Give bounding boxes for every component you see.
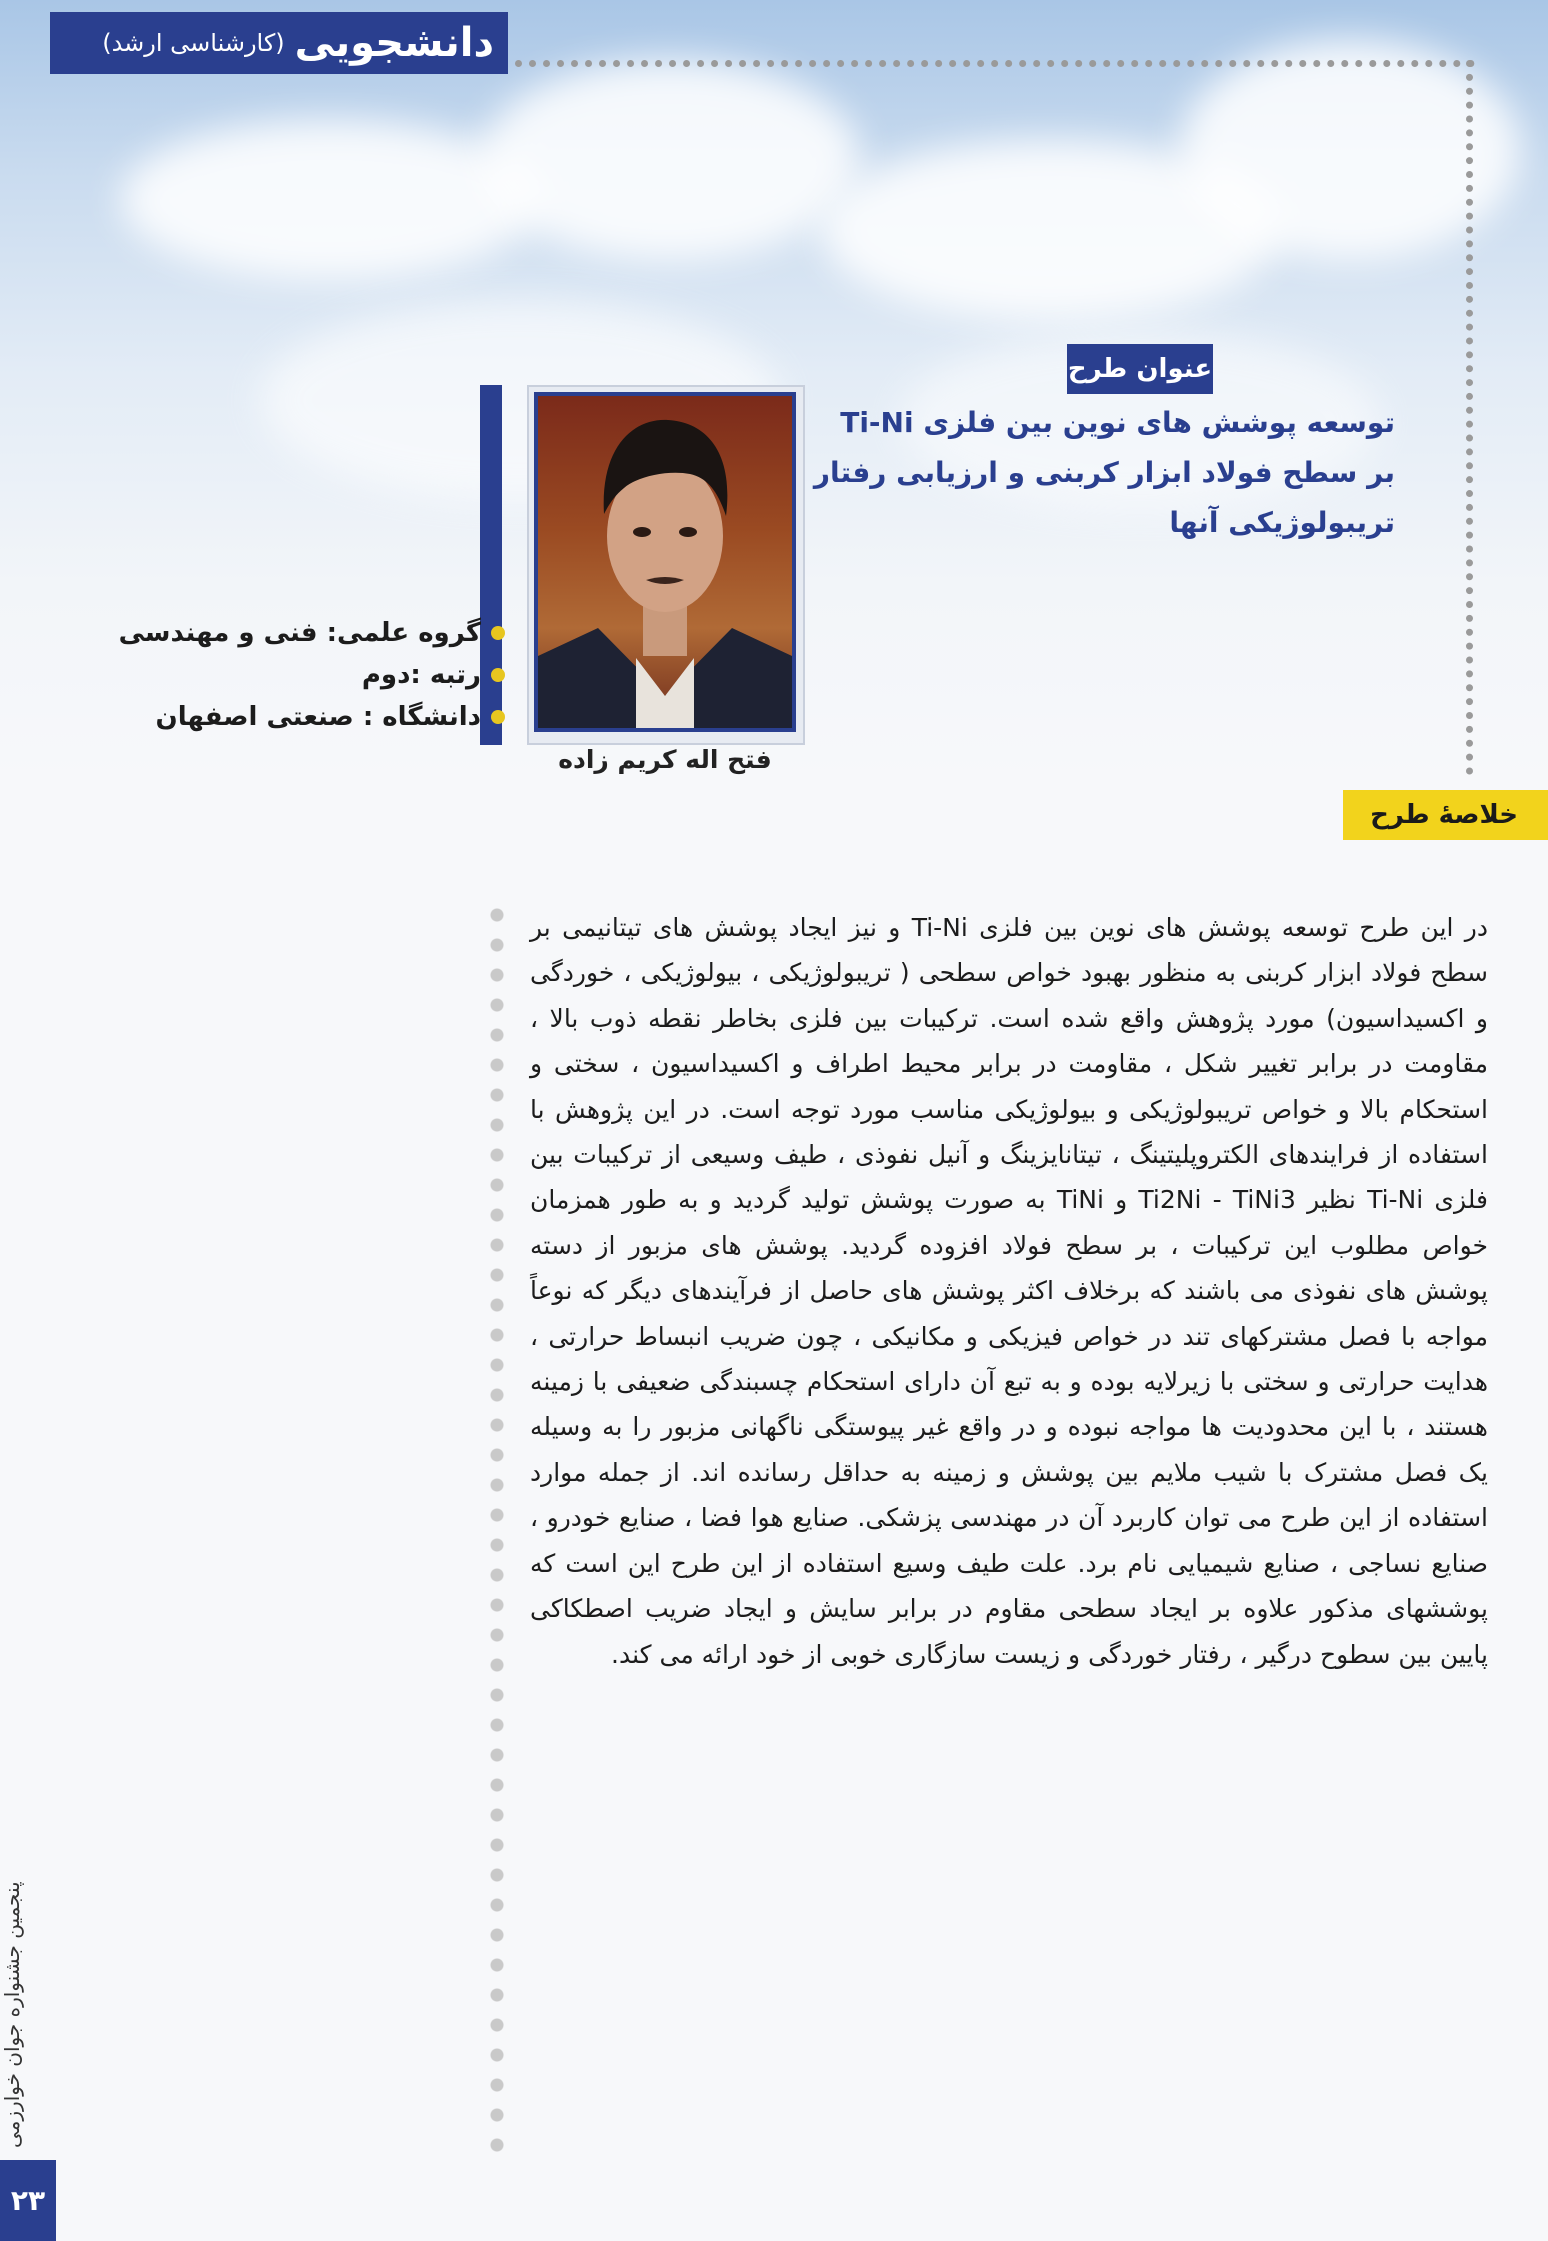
- dotted-divider-horizontal: [515, 60, 1475, 67]
- portrait-illustration: [538, 396, 792, 728]
- info-item-university: [130, 696, 505, 738]
- portrait-photo: [534, 392, 796, 732]
- info-text: گروه علمی: فنی و مهندسی: [118, 618, 481, 648]
- section-title: دانشجویی: [294, 20, 494, 66]
- person-info-list: [118, 612, 505, 738]
- project-title-line: توسعه پوشش های نوین بین فلزی Ti-Ni: [840, 406, 1395, 439]
- project-title-label: عنوان طرح: [1067, 344, 1213, 394]
- person-name: فتح اله کریم زاده: [558, 745, 772, 774]
- info-item-group: [118, 612, 505, 654]
- summary-body: در این طرح توسعه پوشش های نوین بین فلزی Ti-Ni و نیز ایجاد پوشش های تیتانیمی بر سطح فولاد ابزار کربنی به منظور بهبود خواص سطحی ( تریبولوژیکی ، بیولوژیکی ، خوردگی و اکسیداسیون) مورد پژوهش واقع شده است. ترکیبات بین فلزی بخاطر نقطه ذوب بالا ، مقاومت در برابر تغییر شکل ، مقاومت در برابر محیط اطراف و اکسیداسیون ، سختی و استحکام بالا و خواص تریبولوژیکی و بیولوژیکی مناسب مورد توجه است. در این پژوهش با استفاده از فرایندهای الکتروپلیتینگ ، تیتانایزینگ و آنیل نفوذی ، طیف وسیعی از ترکیبات بین فلزی Ti-Ni نظیر Ti2Ni - TiNi3 و TiNi به صورت پوشش تولید گردید و به طور همزمان خواص مطلوب این ترکیبات ، بر سطح فولاد افزوده گردید. پوشش های مزبور از دسته پوشش های نفوذی می باشند که برخلاف اکثر پوشش های حاصل از فرآیندهای دیگر که نوعاً مواجه با فصل مشترکهای تند در خواص فیزیکی و مکانیکی ، چون ضریب انبساط حرارتی ، هدایت حرارتی و سختی با زیرلایه بوده و به تبع آن دارای استحکام چسبندگی ضعیفی با زمینه هستند ، با این محدودیت ها مواجه نبوده و در واقع غیر پیوستگی ناگهانی مزبور را به وسیله یک فصل مشترک با شیب ملایم بین پوشش و زمینه به حداقل رسانده اند. از جمله موارد استفاده از این طرح می توان کاربرد آن در مهندسی پزشکی. صنایع هوا فضا ، صنایع خودرو ، صنایع نساجی ، صنایع شیمیایی نام برد. علت طیف وسیع استفاده از این طرح این است که پوششهای مذکور علاوه بر ایجاد سطحی مقاوم در برابر سایش و ایجاد ضریب اصطکاکی پایین بین سطوح درگیر ، رفتار خوردگی و زیست سازگاری خوبی از خود ارائه می کند.: [530, 913, 1488, 1669]
- bullet-icon: [491, 626, 505, 640]
- project-title-line: تریبولوژیکی آنها: [1169, 506, 1395, 539]
- project-title-line: بر سطح فولاد ابزار کربنی و ارزیابی رفتار: [813, 456, 1395, 489]
- section-subtitle: (کارشناسی ارشد): [102, 29, 285, 57]
- dotted-divider-vertical: [1466, 60, 1473, 775]
- info-item-rank: [130, 654, 505, 696]
- info-text: دانشگاه : صنعتی اصفهان: [155, 702, 481, 732]
- info-text: رتبه :دوم: [361, 660, 481, 690]
- bullet-icon: [491, 710, 505, 724]
- dotted-column-decoration: [490, 900, 504, 2160]
- project-title: [813, 398, 1395, 548]
- bullet-icon: [491, 668, 505, 682]
- page-number: ۲۳: [0, 2160, 56, 2241]
- section-header: [50, 12, 508, 74]
- festival-name: پنجمین جشنواره جوان خوارزمی: [0, 1881, 24, 2149]
- summary-label: خلاصهٔ طرح: [1343, 790, 1548, 840]
